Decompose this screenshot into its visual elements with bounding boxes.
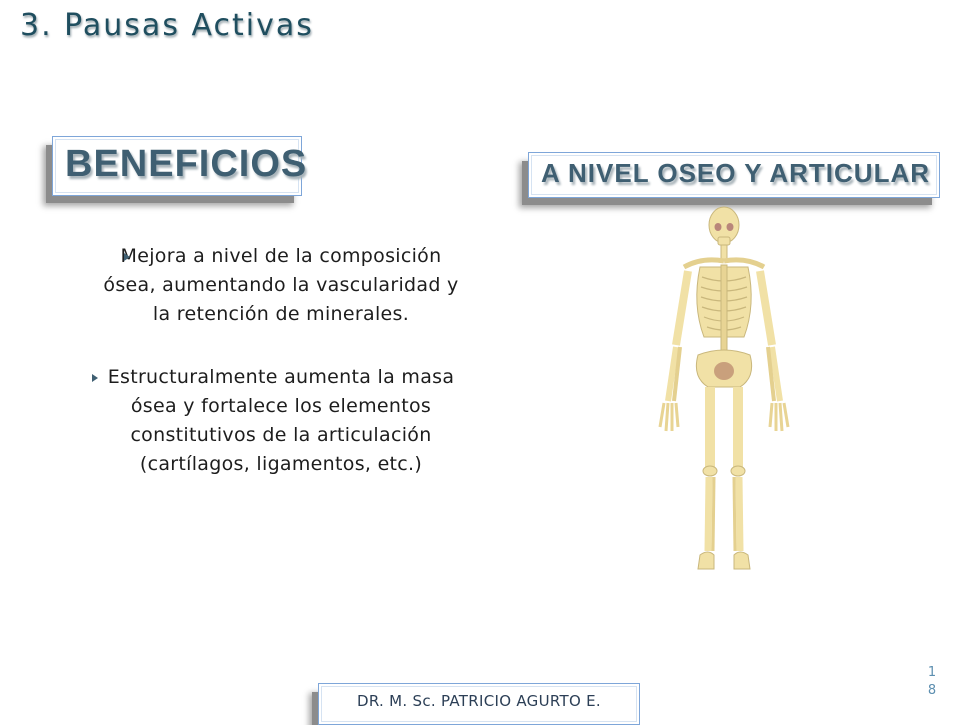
bullet-arrow-icon <box>92 374 98 382</box>
bullet-arrow-icon <box>124 253 130 261</box>
bullet-list <box>92 242 470 479</box>
beneficios-box <box>52 136 308 196</box>
bullet-text: Estructuralmente aumenta la masa ósea y fortalece los elementos constitutivos de la articulación (cartílagos, ligamentos, etc.) <box>107 366 455 475</box>
bullet-item <box>92 242 470 329</box>
nivel-oseo-box <box>528 152 940 198</box>
human-skeleton-illustration <box>652 205 796 575</box>
slide-title: 3. Pausas Activas <box>20 8 314 43</box>
page-number <box>926 664 938 700</box>
beneficios-label: BENEFICIOS <box>65 143 308 185</box>
bullet-text: Mejora a nivel de la composición ósea, aumentando la vascularidad y la retención de minerales. <box>103 245 459 325</box>
page-number-digit: 8 <box>927 683 937 698</box>
footer-author: DR. M. Sc. PATRICIO AGURTO E. <box>356 692 602 710</box>
footer-author-box <box>318 683 640 725</box>
page-number-digit: 1 <box>927 665 937 680</box>
bullet-item <box>92 363 470 479</box>
nivel-oseo-label: A NIVEL OSEO Y ARTICULAR <box>541 158 931 188</box>
